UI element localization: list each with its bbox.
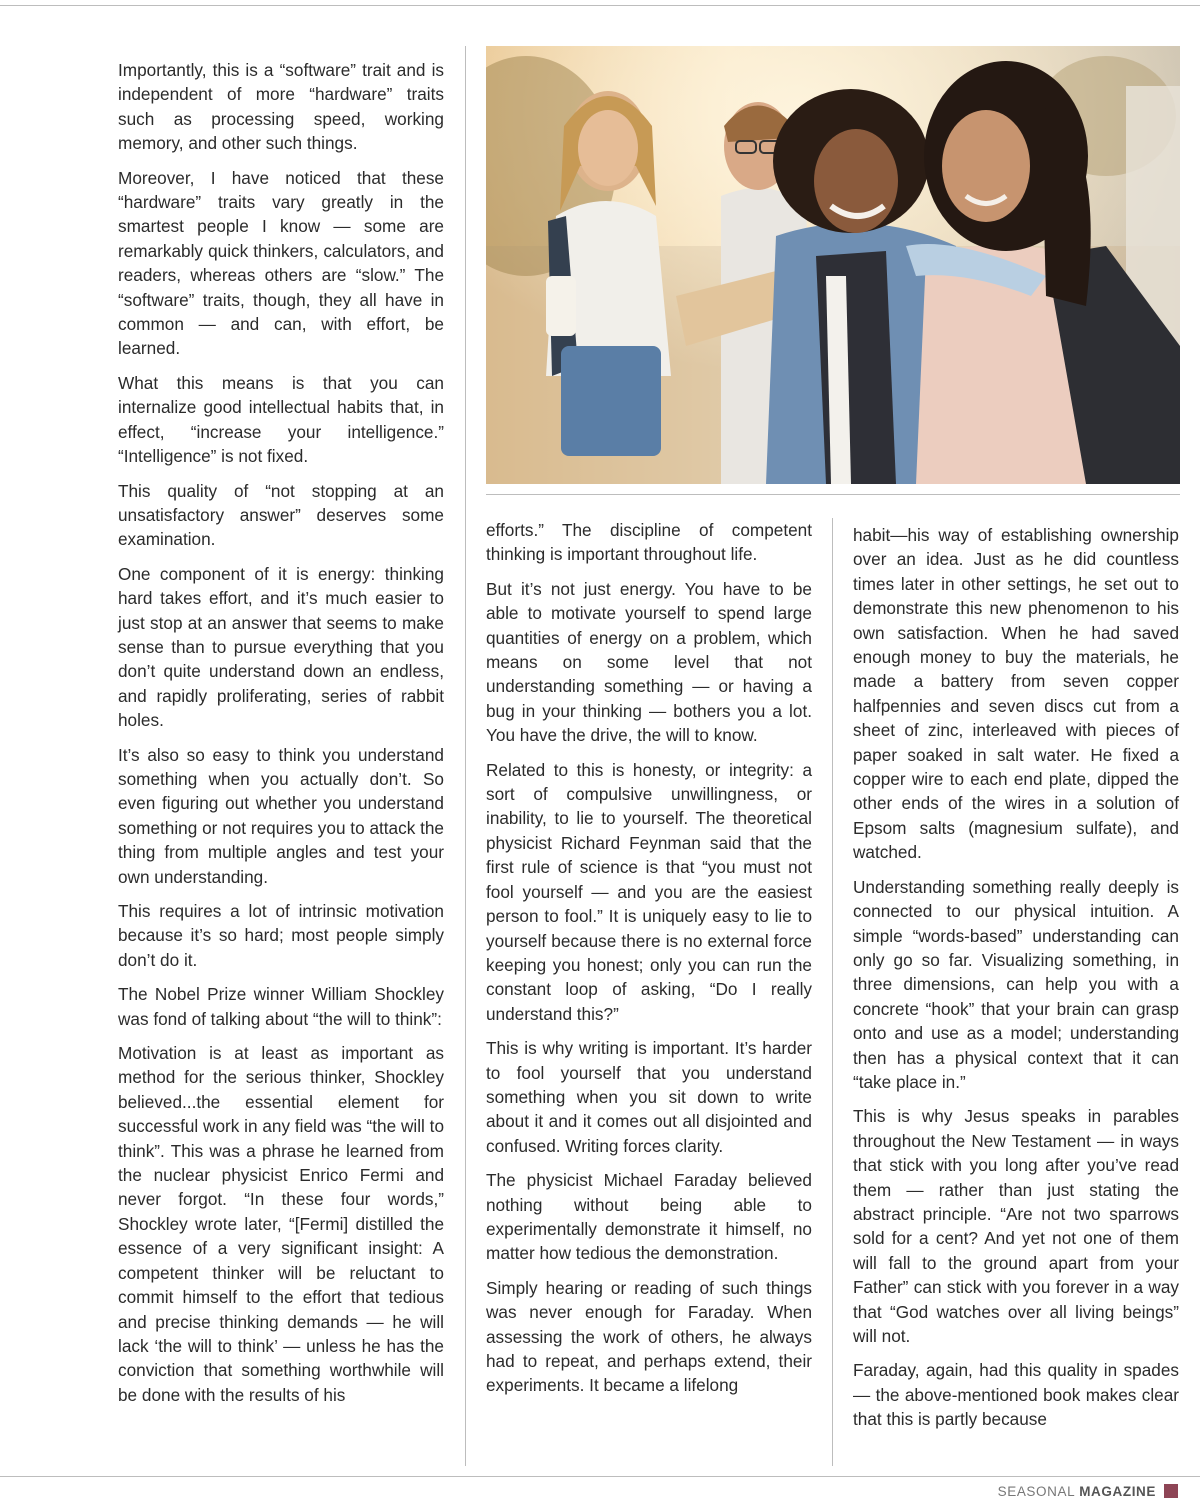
paragraph: This quality of “not stopping at an unsatisfactory answer” deserves some examination. (118, 480, 444, 550)
paragraph: What this means is that you can internalize good intellectual habits that, in effect, “increase your intelligence.” “Intelligence” is not fixed. (118, 372, 444, 467)
column-divider-2 (832, 518, 833, 1466)
paragraph: Importantly, this is a “software” trait and is independent of more “hardware” traits such as processing speed, working memory, and other such things. (118, 60, 444, 154)
paragraph: The Nobel Prize winner William Shockley was fond of talking about “the will to think”: (118, 984, 444, 1029)
students-illustration (486, 46, 1180, 484)
paragraph: habit—his way of establishing ownership over an idea. Just as he did countless times later in other settings, he set out to demonstrate this new phenomenon to his own satisfaction. When he had saved enough money to buy the materials, he made a battery from seven copper halfpennies and seven discs cut from a sheet of zinc, interleaved with pieces of paper soaked in salt water. He fixed a copper wire to each end plate, dipped the other ends of the wires in a solution of Epsom salts (magnesium sulfate), and watched. (853, 525, 1179, 863)
paragraph: One component of it is energy: thinking hard takes effort, and it’s much easier to just stop at an answer that seems to make sense than to pursue everything that you don’t quite understand down an endless, and rapidly proliferating, series of rabbit holes. (118, 563, 444, 731)
column-divider-1 (465, 46, 466, 1466)
paragraph: Motivation is at least as important as method for the serious thinker, Shockley believed...the essential element for successful work in any field was “the will to think”. This was a phrase he learned from the nuclear physicist Enrico Fermi and never forgot. “In these four words,” Shockley wrote later, “[Fermi] distilled the essence of a very significant insight: A competent thinker will be reluctant to commit himself to the effort that tedious and precise thinking demands — he will lack ‘the will to think’ — unless he has the conviction that something worthwhile will be done with the results of his (118, 1043, 444, 1405)
paragraph: Related to this is honesty, or integrity: a sort of compulsive unwillingness, or inability, to lie to yourself. The theoretical physicist Richard Feynman said that the first rule of science is that “you must not fool yourself — and you are the easiest person to fool.” It is uniquely easy to lie to yourself because there is no external force keeping you honest; only you can run the constant loop of asking, “Do I really understand this?” (486, 759, 812, 1024)
article-column-1 (118, 58, 444, 1417)
footer-square-icon (1164, 1484, 1178, 1498)
photo-bottom-rule (486, 494, 1180, 495)
article-column-3 (853, 523, 1179, 1442)
magazine-name (998, 1484, 1156, 1499)
paragraph: Moreover, I have noticed that these “hardware” traits vary greatly in the smartest people I know — some are remarkably quick thinkers, calculators, and readers, whereas others are “slow.” The “software” traits, though, they all have in common — and can, with effort, be learned. (118, 167, 444, 359)
magazine-name-magazine: MAGAZINE (1079, 1483, 1156, 1499)
paragraph: This is why writing is important. It’s harder to fool yourself that you understand something when you sit down to write about it and it comes out all disjointed and confused. Writing forces clarity. (486, 1038, 812, 1156)
paragraph: Faraday, again, had this quality in spades — the above-mentioned book makes clear that this is partly because (853, 1360, 1179, 1430)
top-rule (0, 5, 1200, 6)
paragraph: This is why Jesus speaks in parables throughout the New Testament — in ways that stick with you long after you’ve read them — rather than just stating the abstract principle. “Are not two sparrows sold for a cent? And yet not one of them will fall to the ground apart from your Father” can stick with you forever in a way that “God watches over all living beings” will not. (853, 1106, 1179, 1346)
bottom-rule (0, 1476, 1200, 1477)
paragraph: The physicist Michael Faraday believed nothing without being able to experimentally demonstrate it himself, no matter how tedious the demonstration. (486, 1170, 812, 1264)
page-footer (998, 1480, 1178, 1502)
paragraph: Simply hearing or reading of such things was never enough for Faraday. When assessing the work of others, he always had to repeat, and perhaps extend, their experiments. It became a lifelong (486, 1277, 812, 1396)
person-1 (546, 91, 671, 456)
students-photo (486, 46, 1180, 484)
paragraph: But it’s not just energy. You have to be able to motivate yourself to spend large quantities of energy on a problem, which means on some level that not understanding something — or having a bug in your thinking — bothers you a lot. You have the drive, the will to know. (486, 578, 812, 746)
article-column-2 (486, 518, 812, 1408)
paragraph: efforts.” The discipline of competent thinking is important throughout life. (486, 520, 812, 565)
paragraph: It’s also so easy to think you understand something when you actually don’t. So even figuring out whether you understand something or not requires you to attack the thing from multiple angles and test your own understanding. (118, 744, 444, 887)
paragraph: Understanding something really deeply is connected to our physical intuition. A simple “words-based” understanding can only go so far. Visualizing something, in three dimensions, can help you with a concrete “hook” that your brain can grasp onto and use as a model; understanding then has a physical context that it can “take place in.” (853, 876, 1179, 1092)
magazine-name-seasonal: SEASONAL (997, 1483, 1076, 1499)
paragraph: This requires a lot of intrinsic motivation because it’s so hard; most people simply don’t do it. (118, 901, 444, 970)
